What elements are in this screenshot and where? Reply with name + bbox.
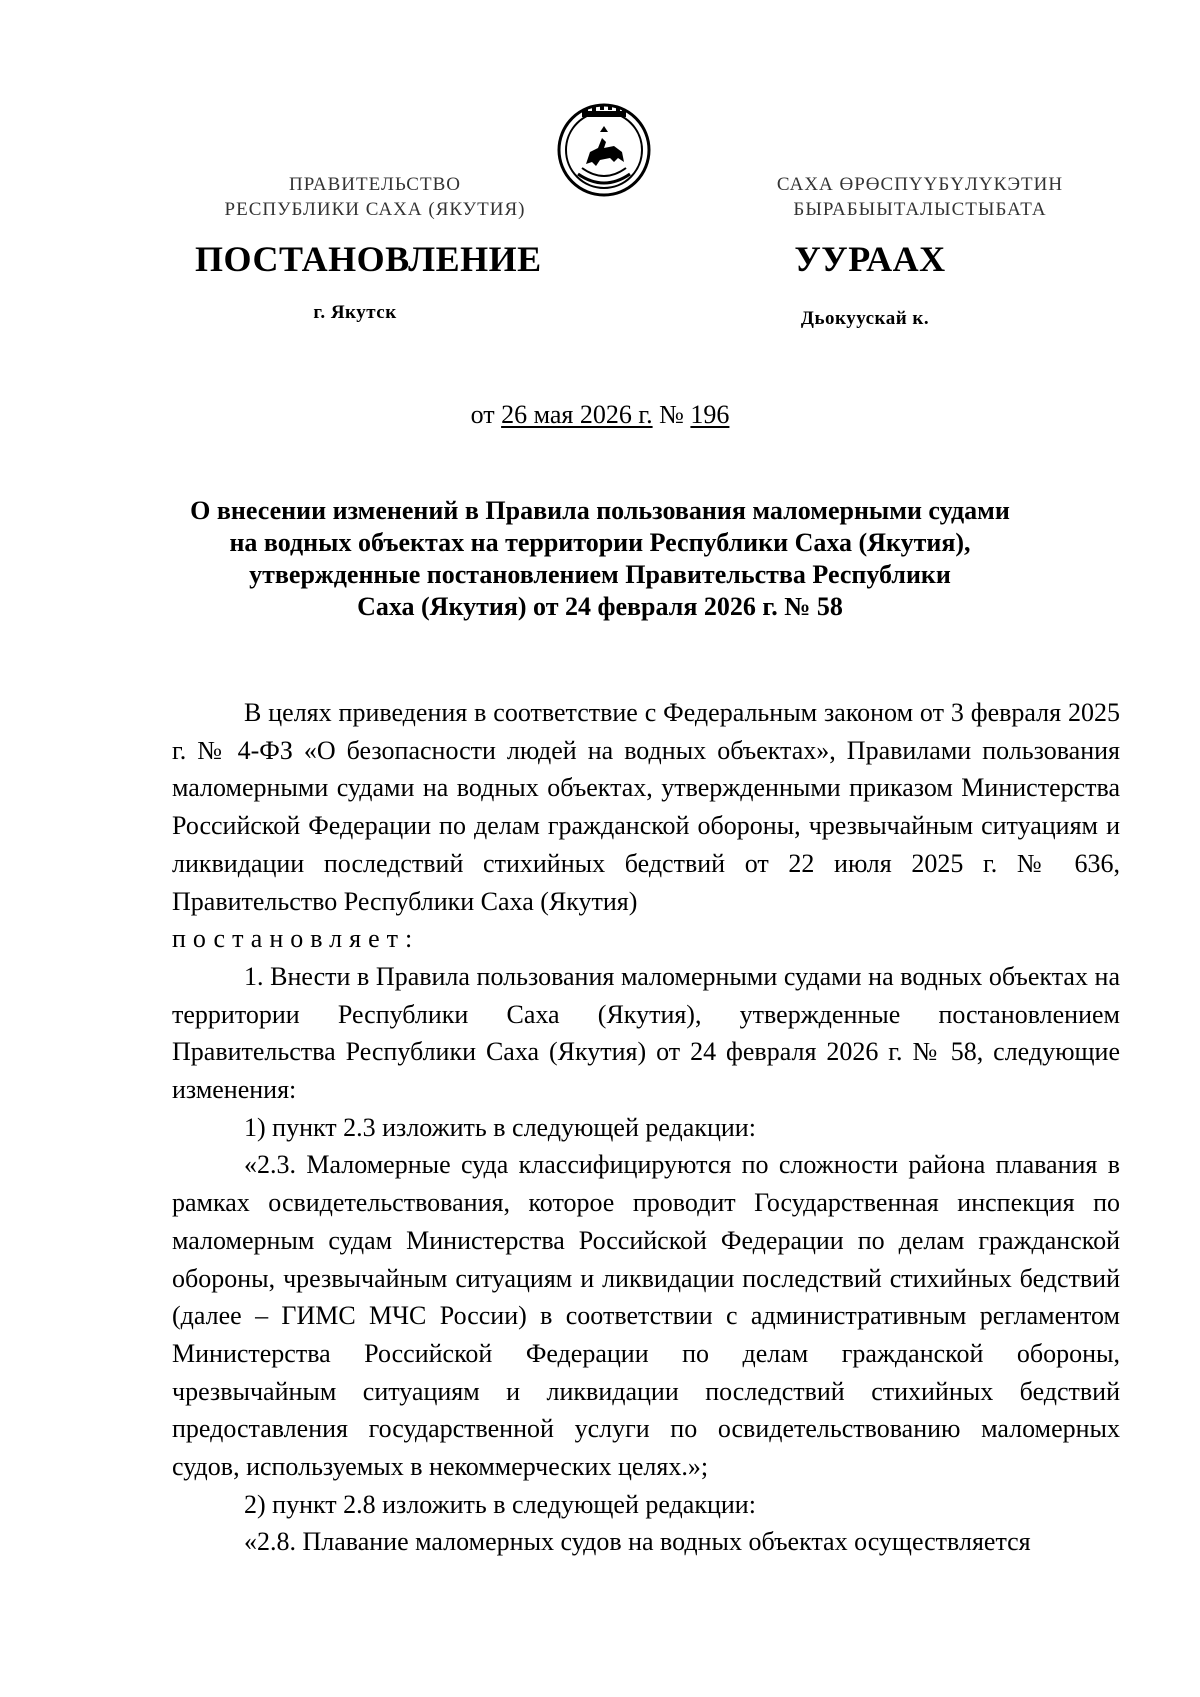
decree-word: постановляет:	[172, 924, 420, 954]
subitem-1-paragraph: 1) пункт 2.3 изложить в следующей редакции:	[244, 1112, 756, 1142]
preamble-paragraph: В целях приведения в соответствие с Федеральным законом от 3 февраля 2025 г. № 4-ФЗ «О безопасности людей на водных объектах», Правилами пользования маломерными судами на водных объектах, утвержденными приказом Министерства Российской Федерации по делам гражданской обороны, чрезвычайным ситуациям и ликвидации последствий стихийных бедствий от 22 июля 2025 г. № 636, Правительство Республики Саха (Якутия)	[172, 698, 1120, 916]
header-right-line2: БЫРАБЫЫТАЛЫСТЫБАТА	[793, 199, 1047, 220]
subitem-2-paragraph: 2) пункт 2.8 изложить в следующей редакции:	[244, 1489, 756, 1519]
title-line3: утвержденные постановлением Правительства Республики	[249, 560, 951, 589]
government-name-sakha	[720, 172, 1120, 222]
header-right-line1: САХА ӨРӨСПҮҮБҮЛҮКЭТИН	[776, 174, 1064, 195]
title-line4: Саха (Якутия) от 24 февраля 2026 г. № 58	[357, 592, 843, 621]
title-line2: на водных объектах на территории Республики Саха (Якутия),	[229, 528, 971, 557]
document-body	[172, 694, 1120, 1561]
doc-type-ru: ПОСТАНОВЛЕНИЕ	[195, 239, 542, 279]
quote-2-8-paragraph: «2.8. Плавание маломерных судов на водных объектах осуществляется	[244, 1527, 1031, 1557]
document-number: 196	[690, 400, 730, 429]
doc-type-sakha: УУРААХ	[794, 239, 946, 279]
document-title	[150, 495, 1050, 623]
government-name-ru	[175, 172, 575, 222]
header-left-line2: РЕСПУБЛИКИ САХА (ЯКУТИЯ)	[224, 199, 526, 220]
dateline-prefix: от	[470, 400, 495, 429]
city-sakha: Дьокуускай к.	[800, 308, 930, 329]
number-sign: №	[659, 400, 684, 429]
document-dateline	[0, 400, 1200, 430]
city-ru: г. Якутск	[313, 302, 397, 323]
quote-2-3-paragraph: «2.3. Маломерные суда классифицируются по сложности района плавания в рамках освидетельствования, которое проводит Государственная инспекция по маломерным судам Министерства Российской Федерации по делам гражданской обороны, чрезвычайным ситуациям и ликвидации последствий стихийных бедствий (далее – ГИМС МЧС России) в соответствии с административным регламентом Министерства Российской Федерации по делам гражданской обороны, чрезвычайным ситуациям и ликвидации последствий стихийных бедствий предоставления государственной услуги по освидетельствованию маломерных судов, используемых в некоммерческих целях.»;	[172, 1150, 1120, 1482]
document-date: 26 мая 2026 г.	[501, 400, 653, 429]
title-line1: О внесении изменений в Правила пользования маломерными судами	[190, 496, 1010, 525]
item-1-paragraph: 1. Внести в Правила пользования маломерными судами на водных объектах на территории Республики Саха (Якутия), утвержденные постановлением Правительства Республики Саха (Якутия) от 24 февраля 2026 г. № 58, следующие изменения:	[172, 961, 1120, 1105]
header-left-line1: ПРАВИТЕЛЬСТВО	[289, 174, 461, 195]
